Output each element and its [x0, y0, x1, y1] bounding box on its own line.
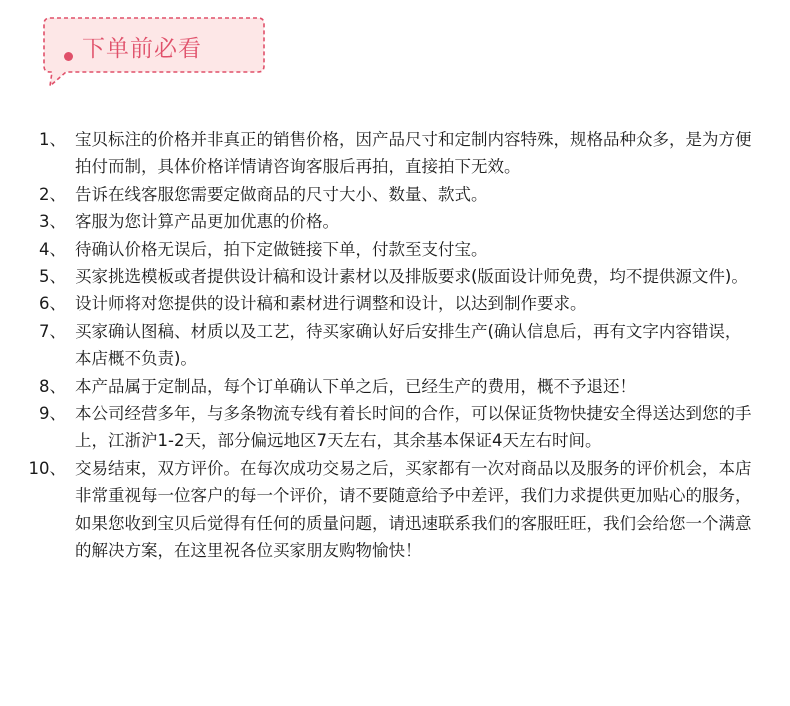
item-text: 买家挑选模板或者提供设计稿和设计素材以及排版要求(版面设计师免费，均不提供源文件)。 [75, 267, 748, 287]
list-item [0, 373, 757, 400]
list-item [0, 290, 757, 317]
item-text: 告诉在线客服您需要定做商品的尺寸大小、数量、款式。 [75, 184, 488, 204]
item-number: 8、 [39, 376, 66, 396]
title-badge [36, 14, 268, 88]
item-text: 客服为您计算产品更加优惠的价格。 [75, 212, 339, 232]
item-text: 设计师将对您提供的设计稿和素材进行调整和设计，以达到制作要求。 [75, 294, 587, 314]
item-number: 4、 [39, 239, 66, 259]
item-number: 9、 [39, 404, 66, 424]
list-item [0, 318, 757, 373]
item-text: 待确认价格无误后，拍下定做链接下单，付款至支付宝。 [75, 239, 488, 259]
item-number: 5、 [39, 267, 66, 287]
page-title: 下单前必看 [82, 36, 202, 62]
item-number: 10、 [28, 458, 66, 478]
item-number: 3、 [39, 212, 66, 232]
item-number: 6、 [39, 294, 66, 314]
list-item [0, 126, 757, 181]
notice-list [0, 126, 790, 565]
list-item [0, 400, 757, 455]
list-item [0, 181, 757, 208]
list-item [0, 208, 757, 235]
list-item [0, 236, 757, 263]
item-text: 本产品属于定制品，每个订单确认下单之后，已经生产的费用，概不予退还！ [75, 376, 636, 396]
dot-icon [64, 52, 73, 61]
item-text: 宝贝标注的价格并非真正的销售价格，因产品尺寸和定制内容特殊，规格品种众多，是为方便拍付而制，具体价格详情请咨询客服后再拍，直接拍下无效。 [75, 130, 752, 177]
item-number: 7、 [39, 321, 66, 341]
item-number: 2、 [39, 184, 66, 204]
item-text: 交易结束，双方评价。在每次成功交易之后，买家都有一次对商品以及服务的评价机会，本店非常重视每一位客户的每一个评价，请不要随意给予中差评，我们力求提供更加贴心的服务，如果您收到宝贝后觉得有任何的质量问题，请迅速联系我们的客服旺旺，我们会给您一个满意的解决方案，在这里祝各位买家朋友购物愉快！ [75, 458, 752, 561]
list-item [0, 263, 757, 290]
item-text: 本公司经营多年，与多条物流专线有着长时间的合作，可以保证货物快捷安全得送达到您的手上，江浙沪1-2天，部分偏远地区7天左右，其余基本保证4天左右时间。 [75, 404, 752, 451]
list-item [0, 455, 757, 565]
item-number: 1、 [39, 130, 66, 149]
item-text: 买家确认图稿、材质以及工艺，待买家确认好后安排生产(确认信息后，再有文字内容错误，本店概不负责)。 [75, 321, 742, 369]
